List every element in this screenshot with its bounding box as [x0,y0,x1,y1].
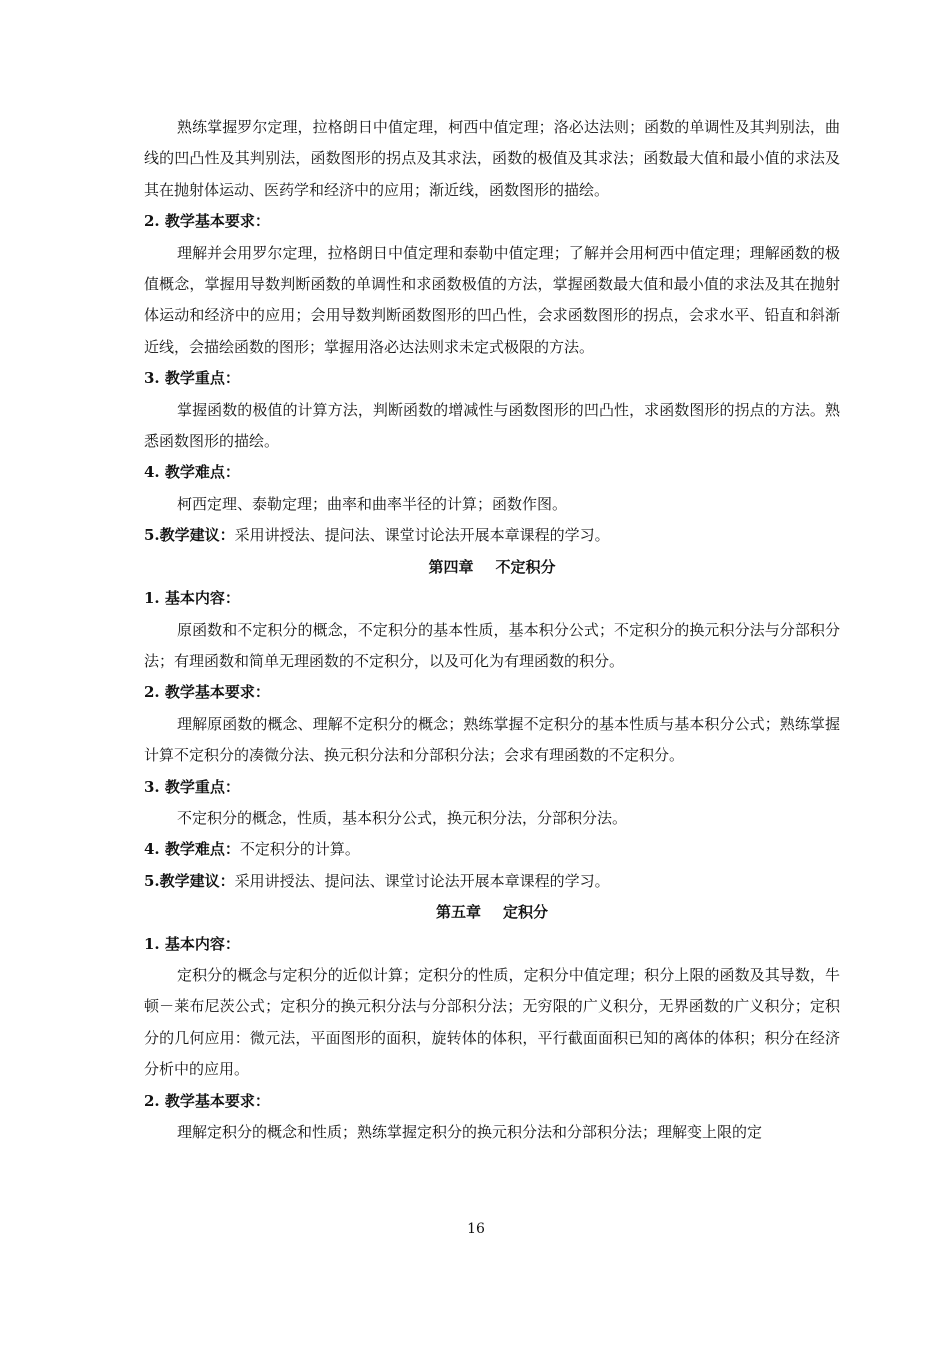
section-heading: 1. 基本内容： [144,589,240,608]
chapter-title [144,897,840,928]
chapter-name: 定积分 [503,903,549,922]
chapter-name: 不定积分 [495,557,556,576]
section-heading-label: 5.教学建议： [144,871,235,890]
section-heading: 3. 教学重点： [144,369,240,388]
body-paragraph: 熟练掌握罗尔定理，拉格朗日中值定理，柯西中值定理；洛必达法则；函数的单调性及其判别法，曲线的凹凸性及其判别法，函数图形的拐点及其求法，函数的极值及其求法；函数最大值和最小值的求法及其在抛射体运动、医药学和经济中的应用；渐近线，函数图形的描绘。 [144,118,840,199]
body-paragraph: 原函数和不定积分的概念，不定积分的基本性质，基本积分公式；不定积分的换元积分法与分部积分法；有理函数和简单无理函数的不定积分，以及可化为有理函数的积分。 [144,620,840,670]
page-number: 16 [467,1221,485,1237]
body-paragraph: 理解定积分的概念和性质；熟练掌握定积分的换元积分法和分部积分法；理解变上限的定 [177,1123,763,1141]
chapter-number: 第四章 [428,557,474,576]
page-content [144,112,840,1148]
section-heading-with-text [144,520,840,551]
section-heading: 3. 教学重点： [144,777,240,796]
section-heading: 2. 教学基本要求： [144,683,270,702]
chapter-number: 第五章 [435,903,481,922]
section-heading-text: 采用讲授法、提问法、课堂讨论法开展本章课程的学习。 [234,871,610,890]
body-paragraph: 理解原函数的概念、理解不定积分的概念；熟练掌握不定积分的基本性质与基本积分公式；熟练掌握计算不定积分的凑微分法、换元积分法和分部积分法；会求有理函数的不定积分。 [144,714,840,765]
section-heading-label: 4. 教学难点： [144,840,240,859]
body-paragraph: 柯西定理、泰勒定理；曲率和曲率半径的计算；函数作图。 [177,494,568,513]
section-heading: 2. 教学基本要求： [144,212,270,231]
section-heading: 1. 基本内容： [144,934,240,953]
section-heading-with-text [144,866,840,897]
section-heading-label: 5.教学建议： [144,526,235,545]
body-paragraph: 定积分的概念与定积分的近似计算；定积分的性质，定积分中值定理；积分上限的函数及其导数，牛顿－莱布尼茨公式；定积分的换元积分法与分部积分法；无穷限的广义积分，无界函数的广义积分；定积分的几何应用：微元法，平面图形的面积，旋转体的体积，平行截面面积已知的离体的体积；积分在经济分析中的应用。 [144,965,840,1079]
body-paragraph: 理解并会用罗尔定理，拉格朗日中值定理和泰勒中值定理；了解并会用柯西中值定理；理解函数的极值概念，掌握用导数判断函数的单调性和求函数极值的方法，掌握函数最大值和最小值的求法及其在抛射体运动和经济中的应用；会用导数判断函数图形的凹凸性，会求函数图形的拐点，会求水平、铅直和斜渐近线，会描绘函数的图形；掌握用洛必达法则求未定式极限的方法。 [144,243,840,356]
section-heading-with-text [144,834,840,865]
section-heading-text: 采用讲授法、提问法、课堂讨论法开展本章课程的学习。 [234,526,610,545]
section-heading-text: 不定积分的计算。 [239,840,360,859]
section-heading: 4. 教学难点： [144,463,240,482]
body-paragraph: 掌握函数的极值的计算方法，判断函数的增减性与函数图形的凹凸性，求函数图形的拐点的方法。熟悉函数图形的描绘。 [144,400,840,451]
body-paragraph: 不定积分的概念，性质，基本积分公式，换元积分法，分部积分法。 [177,808,628,827]
chapter-title [144,552,840,583]
section-heading: 2. 教学基本要求： [144,1091,270,1110]
